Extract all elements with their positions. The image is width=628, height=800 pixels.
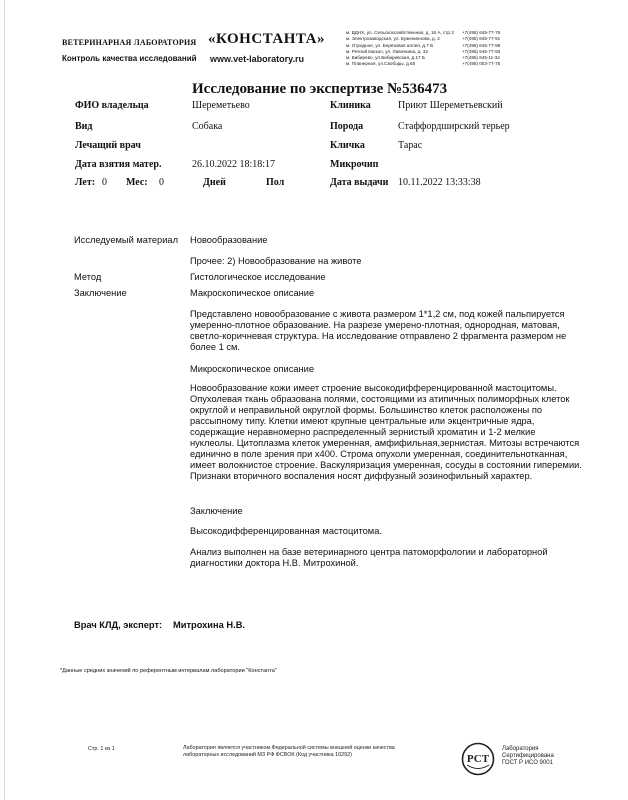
material-value: Новообразование (190, 235, 268, 245)
sample-date-label: Дата взятия матер. (75, 159, 162, 170)
lab-website[interactable]: www.vet-laboratory.ru (210, 54, 305, 64)
lab-subtitle: Контроль качества исследований (62, 54, 197, 63)
final-heading: Заключение (190, 506, 243, 516)
method-value: Гистологическое исследование (190, 272, 326, 282)
lab-name: ВЕТЕРИНАРНАЯ ЛАБОРАТОРИЯ (62, 38, 197, 47)
phone-line: +7(495) 645-11-34 (462, 55, 500, 61)
owner-value: Шереметьево (192, 100, 250, 111)
breed-label: Порода (330, 121, 364, 132)
page-number: Стр. 1 из 1 (88, 746, 115, 752)
years-label: Лет: (75, 177, 96, 188)
page-title: Исследование по экспертизе №536473 (192, 81, 448, 97)
clinic-label: Клиника (330, 100, 371, 111)
federal-note (183, 745, 395, 759)
doctor-label: Лечащий врач (75, 140, 141, 151)
rst-logo-text: РСТ (466, 753, 490, 765)
macro-heading: Макроскопическое описание (190, 288, 315, 298)
nickname-label: Кличка (330, 140, 365, 151)
years-value: 0 (102, 177, 107, 188)
certification-line: Лаборатория (502, 746, 539, 752)
lab-brand: «КОНСТАНТА» (208, 31, 326, 47)
certification-line: Сертифицирована (502, 752, 554, 759)
final-conclusion: Высокодифференцированная мастоцитома. (190, 526, 382, 536)
months-label: Мес: (126, 177, 148, 188)
phone-line: +7(495) 645-77-91 (462, 36, 501, 42)
address-line: м. Речной вокзал, ул. Лавочкина, д. 32 (346, 48, 428, 54)
phone-line: +7(495) 645-77-93 (462, 48, 501, 54)
federal-note-line: Лаборатория является участником Федеральной системы внешней оценки качества (183, 745, 395, 751)
material-other: Прочее: 2) Новообразование на животе (190, 256, 362, 266)
address-line: м. Электрозаводская, ул. Бужениннова, д. 2 (346, 36, 440, 42)
rst-certification-logo (461, 742, 495, 776)
breed-value: Стаффордширский терьер (398, 121, 510, 132)
signature-name: Митрохина Н.В. (173, 620, 245, 630)
phone-line: +7(495) 003-77-75 (462, 61, 501, 67)
certification-note (502, 746, 554, 766)
issue-date-label: Дата выдачи (330, 177, 389, 188)
species-label: Вид (75, 121, 93, 132)
phone-line: +7(495) 645-77-98 (462, 42, 501, 48)
months-value: 0 (159, 177, 164, 188)
address-line: м. Бибирево, ул.Бибиревская, д.17 Б (346, 55, 425, 61)
method-label: Метод (74, 272, 102, 282)
micro-heading: Микроскопическое описание (190, 364, 315, 374)
macro-description: Представлено новообразование с живота размером 1*1,2 см, под кожей пальпируется умеренно-плотное образование. На разрезе умерено-плотная, однородная, матовая, светло-коричневая структура. На исследование отправлено 2 фрагмента размером не более 1 см. (190, 309, 567, 352)
address-line: м. ВДНХ, ул. Сельскохозяйственная, д. 16 А, стр.3 (346, 30, 454, 35)
address-list (346, 30, 454, 68)
sex-label: Пол (266, 177, 285, 188)
micro-description: Новообразование кожи имеет строение высокодифференцированной мастоцитомы. Опухолевая ткань образована полями, состоящими из атипичных полиморфных клеток округлой и неправильной округлой формы. Большинство клеток расположены по рассыпному типу. Клетки имеют крупные центральные или экцентричные ядра, содержащие неравномерно распределенный зернистый хроматин и 1-2 мелкие нуклеолы. Цитоплазма клеток умеренная, амфифильная,зернистая. Митозы встречаются единично в поле зрения при х400. Строма опухоли умеренная, соединительнотканная, имеет волокнистое строение. Васкуляризация умеренная, сосуды в состоянии гиперемии. Признаки вторичного воспаления носят диффузный эозинофильный характер. (190, 383, 582, 481)
address-line: м. Планерная, ул.Свободы, д.65 (346, 61, 416, 67)
material-label: Исследуемый материал (74, 235, 178, 245)
federal-note-line: лабораторных исследований МЗ РФ ФСВОК (Код участника 10292) (183, 752, 352, 758)
issue-date-value: 10.11.2022 13:33:38 (398, 177, 481, 188)
clinic-value: Приют Шереметьевский (398, 100, 503, 111)
phone-list (462, 30, 500, 68)
days-label: Дней (203, 177, 226, 188)
signature-label: Врач КЛД, эксперт: (74, 620, 163, 630)
microchip-label: Микрочип (330, 159, 379, 170)
footnote: *Данные средних значений по референтным интервалам лаборатории "Константа" (60, 668, 277, 674)
address-line: м. Отрадное, ул. Берёзовая аллея, д.7 Б (346, 42, 434, 48)
certification-line: ГОСТ Р ИСО 9001 (502, 759, 553, 766)
nickname-value: Тарас (398, 140, 423, 151)
page-edge (4, 0, 5, 800)
phone-line: +7(495) 645-77-76 (462, 30, 501, 35)
conclusion-label: Заключение (74, 288, 127, 298)
species-value: Собака (192, 121, 223, 132)
owner-label: ФИО владельца (75, 100, 149, 111)
lab-note: Анализ выполнен на базе ветеринарного центра патоморфологии и лабораторной диагностики доктора Н.В. Митрохиной. (190, 547, 548, 568)
sample-date-value: 26.10.2022 18:18:17 (192, 159, 276, 170)
